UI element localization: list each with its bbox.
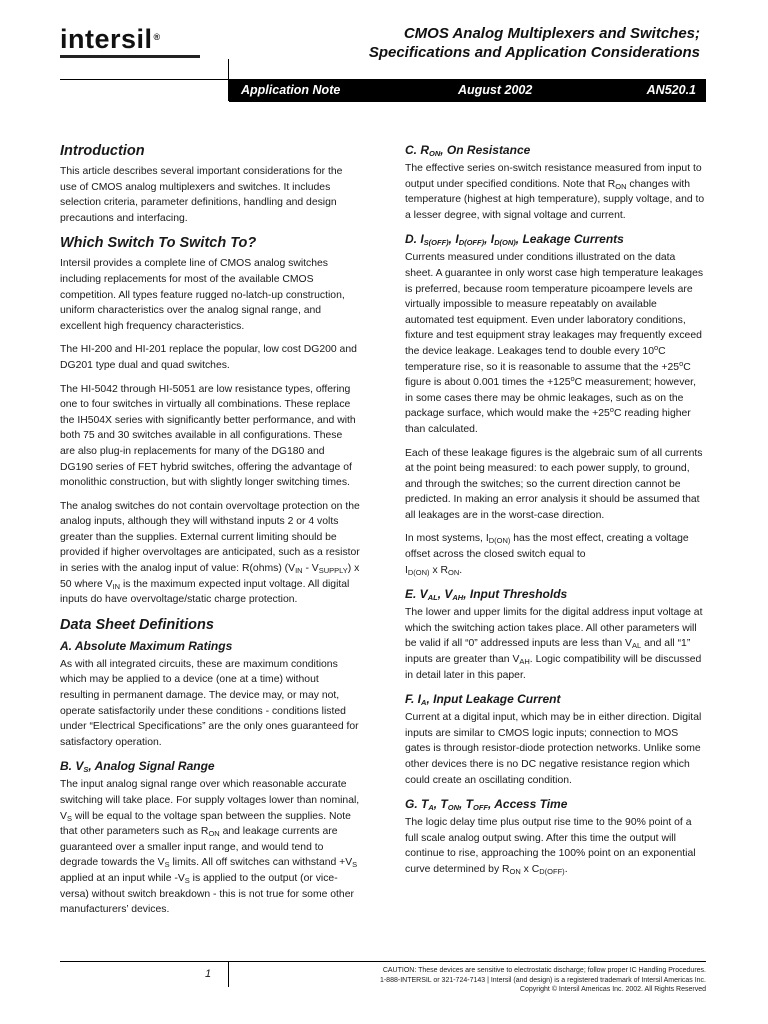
section-f-paragraph: Current at a digital input, which may be in either direction. Digital inputs are similar to CMOS logic inputs; connection to MOS gates is through resistor-diode protection networks. Unlike some other devices there is no DC negative resistance region which could create an oscillating condition.: [405, 712, 702, 786]
which-switch-heading: Which Switch To Switch To?: [60, 235, 257, 252]
section-a-heading: A. Absolute Maximum Ratings: [60, 638, 233, 653]
document-title: [369, 24, 700, 62]
which-switch-paragraph-1: Intersil provides a complete line of CMOS analog switches including replacements for most of the available CMOS competition. All types feature rugged no-latch-up construction, uniform characteristics over the analog signal range, and excellent high frequency characteristics.: [60, 258, 345, 332]
footer-divider-horizontal: [60, 961, 706, 962]
section-d-paragraph-2: Each of these leakage figures is the algebraic sum of all currents at the point being measured: to each power supply, to ground, and through the switches; so the current direction cannot be predicted. In making an error analysis it should be assumed that all leakages are in the worst-case direction.: [405, 447, 703, 521]
introduction-heading: Introduction: [60, 143, 145, 159]
page-number: 1: [205, 968, 212, 980]
section-e-heading: E. $V_{AL}$, $V_{AH}$, Input Thresholds: [405, 587, 568, 603]
footer-divider-vertical: [228, 961, 229, 987]
section-c-heading: C. $R_{ON}$, On Resistance: [405, 143, 531, 158]
section-c-paragraph: The effective series on-switch resistance measured from input to output under specified conditions. Note that $R_{ON}$ changes with temperature (highest at high temperature), supply voltage, and to a lesser degree, with signal voltage and current.: [405, 163, 705, 221]
left-column: [60, 142, 360, 926]
intersil-logo: [60, 24, 161, 55]
doc-type: Application Note: [241, 83, 341, 97]
section-f-heading: F. $I_A$, Input Leakage Current: [405, 692, 561, 708]
section-e-paragraph: The lower and upper limits for the digital address input voltage at which the switching action takes place. All other parameters will be valid if all “0” addressed inputs are less than $V_{AL}$ and all “1” inputs are greater than $V_{AH}$. Logic compatibility will be discussed in detail later in this paper.: [405, 607, 703, 681]
footer-notice: [380, 966, 706, 995]
section-d-paragraph-3: In most systems, $I_{D(ON)}$ has the most effect, creating a voltage offset across the closed switch equal to $I_{D(ON)}$ x $R_{ON}$.: [405, 533, 689, 577]
section-d-paragraph-1: Currents measured under conditions illustrated on the data sheet. A guarantee in only worst case high temperature leakages is preferred, because room temperature picoampere levels are virtually impossible to measure repeatably on available automated test equipment. Even under laboratory conditions, fixture and test equipment stray leakages may frequently exceed the device leakage. Leakages tend to double every 10$^o$C temperature rise, so it is reasonable to assume that the $+25^oC$ figure is about 0.001 times the $+125^oC$ measurement; however, in some cases there may be ohmic leakages, such as on the package surface, which would make the $+25^oC$ reading higher than calculated.: [405, 252, 704, 435]
section-g-paragraph: The logic delay time plus output rise time to the 90% point of a full scale analog output swing. After this time the output will continue to rise, approaching the 100% point on an exponential curve determined by $R_{ON}$ x $C_{D(OFF)}$.: [405, 817, 696, 876]
introduction-paragraph: This article describes several important considerations for the use of CMOS analog multiplexers and switches. It includes selection criteria, parameter definitions, handling and design precautions and interfacing.: [60, 166, 343, 224]
footer-copyright: Copyright © Intersil Americas Inc. 2002. All Rights Reserved: [519, 986, 706, 993]
right-column: [405, 142, 705, 886]
footer-contact: 1-888-INTERSIL or 321-724-7143 | Intersil (and design) is a registered trademark of Intersil Americas Inc.: [379, 976, 706, 984]
datasheet-definitions-heading: Data Sheet Definitions: [60, 616, 214, 633]
section-a-paragraph: As with all integrated circuits, these are maximum conditions which may be applied to a device (one at a time) without resulting in permanent damage. The device may, or may not, operate satisfactorily under these conditions - conditions listed under “Electrical Specifications” are the only ones guaranteed for satisfactory operation.: [60, 658, 359, 748]
which-switch-paragraph-2: The HI-200 and HI-201 replace the popular, low cost DG200 and DG201 type dual and quad switches.: [60, 344, 357, 371]
title-line-1: CMOS Analog Multiplexers and Switches;: [403, 25, 700, 42]
title-line-2: Specifications and Application Considerations: [368, 44, 700, 61]
section-b-paragraph: The input analog signal range over which reasonable accurate switching will take place. For supply voltages lower than nominal, $V_S$ will be equal to the voltage span between the supplies. Note that other parameters such as $R_{ON}$ and leakage currents are guaranteed over a smaller input range, and would tend to degrade towards the $V_S$ limits. All off switches can withstand $+V_S$ applied at an input while $-V_S$ is applied to the output (or vice-versa) without switch breakdown - this is not true for some other manufacturers’ devices.: [60, 779, 360, 916]
doc-date: August 2002: [458, 83, 533, 97]
logo-text: intersil: [60, 24, 153, 54]
which-switch-paragraph-3: The HI-5042 through HI-5051 are low resistance types, offering one to four switches in virtually all combinations. These replace the IH504X series with significantly better performance, and with both 75 and 30 switches available in all configurations. These are also plug-in replacements for many of the DG180 and DG190 series of FET hybrid switches, offering the advantage of monolithic construction, but with slightly longer switching times.: [60, 383, 356, 489]
logo-underline: [60, 55, 200, 58]
header-band: [229, 79, 706, 102]
which-switch-paragraph-4: The analog switches do not contain overvoltage protection on the analog inputs, although they will withstand inputs 2 or 4 volts greater than the supplies. External current limiting should be provided if higher overvoltages are anticipated, such as a resistor in series with the analog input of value: R(ohms) $(V_{IN} - V_{SUPPLY})$ x 50 where $V_{IN}$ is the maximum expected input voltage. All digital inputs do have overvoltage/static charge protection.: [60, 500, 360, 606]
section-b-heading: B. $V_S$, Analog Signal Range: [60, 759, 215, 775]
doc-number: AN520.1: [646, 83, 696, 97]
registered-mark: ®: [153, 32, 161, 42]
section-g-heading: G. $T_A$, $T_{ON}$, $T_{OFF}$, Access Time: [405, 797, 568, 813]
section-d-heading: D. $I_{S(OFF)}$, $I_{D(OFF)}$, $I_{D(ON)}$, Leakage Currents: [405, 232, 624, 248]
footer-caution: CAUTION: These devices are sensitive to electrostatic discharge; follow proper IC Handling Procedures.: [382, 967, 706, 974]
